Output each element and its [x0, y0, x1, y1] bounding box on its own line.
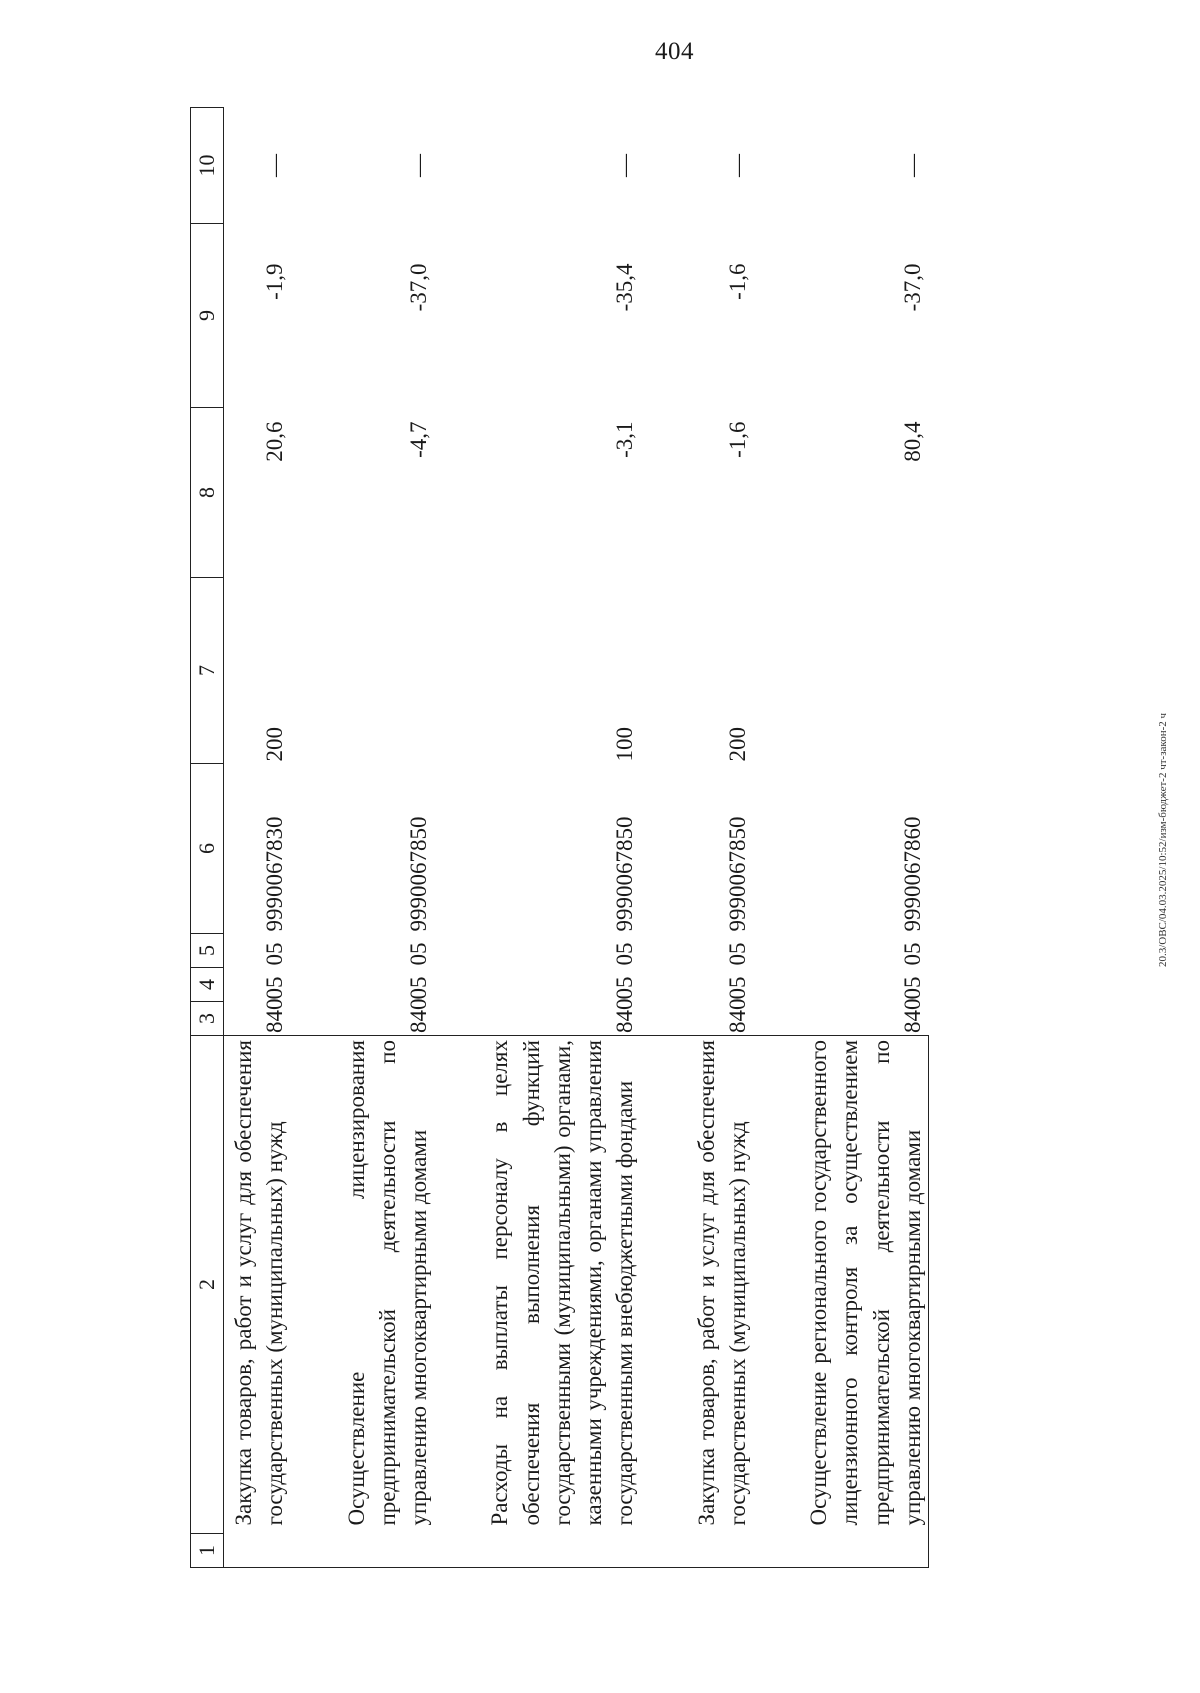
header-col-4: 4 [191, 968, 224, 1002]
cell-target-article: 9990067860 [900, 816, 926, 932]
cell-value-9: -35,4 [612, 263, 638, 312]
cell-subsection-code: 05 [262, 942, 288, 966]
cell-value-10: — [900, 154, 926, 177]
table-row [691, 108, 754, 1568]
cell-target-article: 9990067850 [406, 816, 432, 932]
header-col-9: 9 [191, 224, 224, 408]
header-col-6: 6 [191, 764, 224, 934]
cell-section-code: 05 [612, 976, 638, 1000]
row-gap [434, 108, 484, 1568]
cell-col-1 [341, 1534, 435, 1568]
cell-col-1 [484, 1534, 640, 1568]
cell-subsection-code: 05 [406, 942, 432, 966]
cell-expense-type: 100 [612, 727, 638, 762]
header-col-7: 7 [191, 578, 224, 764]
cell-value-8: -4,7 [406, 421, 432, 458]
table-row [803, 108, 929, 1568]
row-name: Осуществление лицензирования предпринимательской деятельности по управлению многоквартирными домами [341, 1036, 435, 1534]
row-name: Осуществление регионального государственного лицензионного контроля за осуществлением предпринимательской деятельности по управлению многоквартирными домами [803, 1036, 929, 1534]
budget-table-rotated [190, 108, 1105, 1568]
header-col-2: 2 [191, 1036, 224, 1534]
cell-section-code: 05 [724, 976, 750, 1000]
cell-col-1 [691, 1534, 754, 1568]
page-number: 404 [655, 38, 694, 65]
header-col-8: 8 [191, 408, 224, 578]
header-col-3: 3 [191, 1002, 224, 1036]
cell-target-article: 9990067850 [724, 816, 750, 932]
cell-section-code: 05 [262, 976, 288, 1000]
cell-value-10: — [406, 154, 432, 177]
cell-value-8: -3,1 [612, 421, 638, 458]
cell-ministry-code: 840 [262, 998, 288, 1033]
header-col-10: 10 [191, 108, 224, 224]
header-col-5: 5 [191, 934, 224, 968]
table-row [224, 108, 291, 1568]
table-body [224, 108, 929, 1568]
cell-target-article: 9990067850 [612, 816, 638, 932]
table-row [341, 108, 435, 1568]
cell-section-code: 05 [406, 976, 432, 1000]
row-name: Закупка товаров, работ и услуг для обеспечения государственных (муниципальных) нужд [224, 1036, 291, 1534]
document-footer-code: 20.3/OBC/04.03.2025/10:52/изм-бюджет-2 чт-закон-2 ч [1157, 712, 1169, 968]
cell-value-9: -1,9 [262, 263, 288, 300]
row-gap [753, 108, 803, 1568]
cell-section-code: 05 [900, 976, 926, 1000]
cell-value-9: -1,6 [724, 263, 750, 300]
cell-value-8: -1,6 [724, 421, 750, 458]
cell-col-1 [224, 1534, 291, 1568]
cell-subsection-code: 05 [900, 942, 926, 966]
cell-expense-type [341, 578, 435, 764]
cell-ministry-code: 840 [612, 998, 638, 1033]
cell-expense-type [803, 578, 929, 764]
row-gap [641, 108, 691, 1568]
cell-ministry-code: 840 [724, 998, 750, 1033]
row-gap [291, 108, 341, 1568]
row-name: Расходы на выплаты персоналу в целях обеспечения выполнения функций государственными (муниципальными) органами, казенными учреждениями, органами управления государственными внебюджетными фондами [484, 1036, 640, 1534]
cell-value-10: — [262, 154, 288, 177]
cell-value-9: -37,0 [900, 263, 926, 312]
budget-table [190, 107, 929, 1568]
row-name: Закупка товаров, работ и услуг для обеспечения государственных (муниципальных) нужд [691, 1036, 754, 1534]
cell-value-10: — [612, 154, 638, 177]
cell-expense-type: 200 [724, 727, 750, 762]
cell-value-8: 80,4 [900, 421, 926, 462]
cell-value-9: -37,0 [406, 263, 432, 312]
cell-subsection-code: 05 [724, 942, 750, 966]
header-col-1: 1 [191, 1534, 224, 1568]
cell-expense-type: 200 [262, 727, 288, 762]
cell-target-article: 9990067830 [262, 816, 288, 932]
cell-subsection-code: 05 [612, 942, 638, 966]
header-row [191, 108, 224, 1568]
cell-col-1 [803, 1534, 929, 1568]
cell-ministry-code: 840 [900, 998, 926, 1033]
cell-value-10: — [724, 154, 750, 177]
table-row [484, 108, 640, 1568]
table-header [191, 108, 224, 1568]
cell-ministry-code: 840 [406, 998, 432, 1033]
cell-value-8: 20,6 [262, 421, 288, 462]
